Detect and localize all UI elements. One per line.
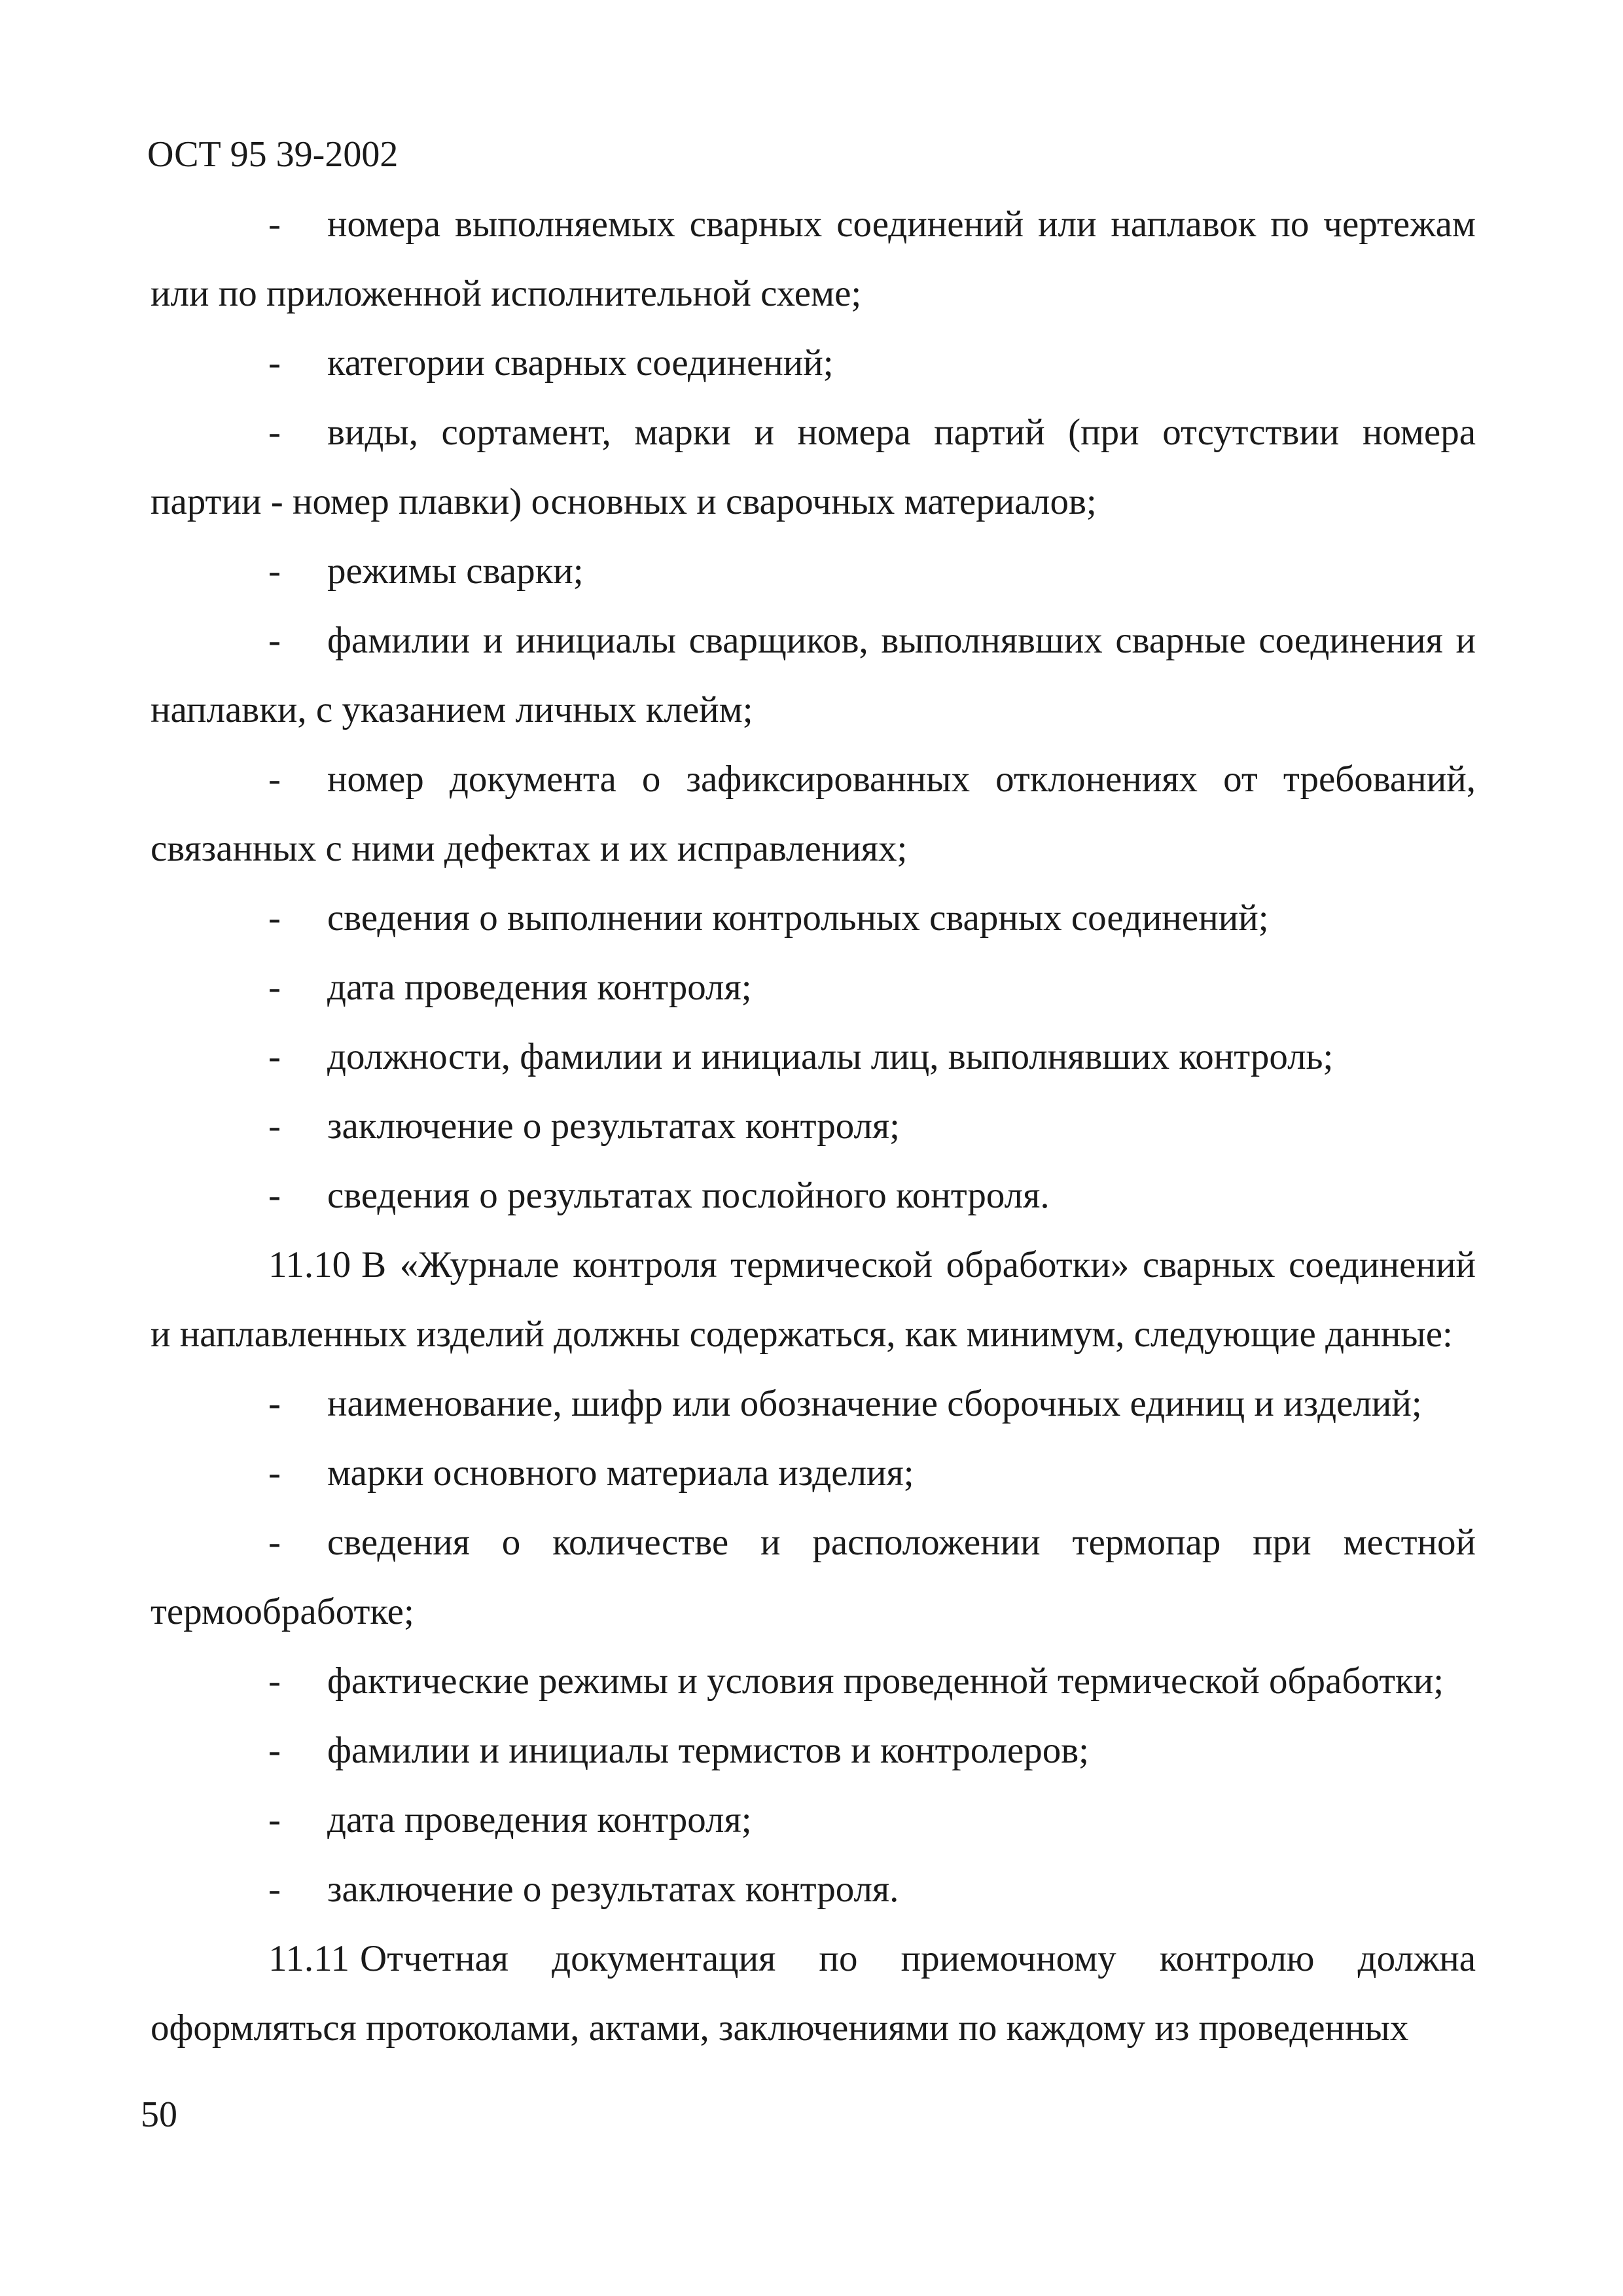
list-dash: - xyxy=(268,1452,281,1494)
list-item xyxy=(151,1508,1476,1647)
list-dash: - xyxy=(268,550,281,592)
page-body xyxy=(151,190,1476,2063)
list-item-text: фамилии и инициалы термистов и контролеров; xyxy=(327,1730,1090,1771)
list-dash: - xyxy=(268,342,281,384)
list-dash: - xyxy=(268,1799,281,1840)
list-dash: - xyxy=(268,1730,281,1771)
list-item-text: заключение о результатах контроля. xyxy=(327,1869,899,1910)
list-dash: - xyxy=(268,967,281,1008)
list-item-text: дата проведения контроля; xyxy=(327,967,752,1008)
list-item xyxy=(151,1022,1476,1092)
list-dash: - xyxy=(268,620,281,661)
list-item-text: виды, сортамент, марки и номера партий (при отсутствии номера партии - номер плавки) основных и сварочных материалов; xyxy=(151,412,1476,522)
list-item xyxy=(151,606,1476,745)
list-dash: - xyxy=(268,1175,281,1216)
list-item xyxy=(151,1785,1476,1855)
list-item xyxy=(151,1161,1476,1230)
clause-text: Отчетная документация по приемочному контролю должна оформляться протоколами, актами, заключениями по каждому из проведенных xyxy=(151,1938,1476,2049)
list-item xyxy=(151,398,1476,537)
list-item xyxy=(151,329,1476,398)
list-dash: - xyxy=(268,1105,281,1147)
list-item-text: категории сварных соединений; xyxy=(327,342,834,384)
list-item xyxy=(151,953,1476,1022)
list-item-text: номер документа о зафиксированных отклонениях от требований, связанных с ними дефектах и их исправлениях; xyxy=(151,759,1476,869)
list-dash: - xyxy=(268,1869,281,1910)
clause-text: В «Журнале контроля термической обработки» сварных соединений и наплавленных изделий должны содержаться, как минимум, следующие данные: xyxy=(151,1244,1476,1355)
list-item-text: режимы сварки; xyxy=(327,550,584,592)
list-item xyxy=(151,1855,1476,1924)
list-item xyxy=(151,1439,1476,1508)
list-item xyxy=(151,745,1476,884)
list-dash: - xyxy=(268,1660,281,1702)
list-item-text: дата проведения контроля; xyxy=(327,1799,752,1840)
list-item xyxy=(151,1716,1476,1785)
list-item xyxy=(151,1092,1476,1161)
list-item xyxy=(151,1647,1476,1716)
list-item xyxy=(151,190,1476,329)
list-item xyxy=(151,1369,1476,1439)
page-number: 50 xyxy=(141,2094,177,2135)
standard-code-header: ОСТ 95 39-2002 xyxy=(147,134,399,175)
list-dash: - xyxy=(268,1036,281,1077)
list-item-text: фамилии и инициалы сварщиков, выполнявших сварные соединения и наплавки, с указанием личных клейм; xyxy=(151,620,1476,730)
list-item-text: сведения о количестве и расположении термопар при местной термообработке; xyxy=(151,1522,1476,1632)
list-dash: - xyxy=(268,759,281,800)
clause-11-10 xyxy=(151,1230,1476,1369)
list-dash: - xyxy=(268,412,281,453)
list-item-text: номера выполняемых сварных соединений или наплавок по чертежам или по приложенной исполнительной схеме; xyxy=(151,204,1476,314)
clause-number: 11.11 xyxy=(268,1938,350,1979)
heat-treatment-data-list xyxy=(151,1369,1476,1924)
list-item-text: наименование, шифр или обозначение сборочных единиц и изделий; xyxy=(327,1383,1422,1424)
clause-11-11 xyxy=(151,1924,1476,2063)
recorded-data-list xyxy=(151,190,1476,1230)
list-item-text: фактические режимы и условия проведенной термической обработки; xyxy=(327,1660,1444,1702)
clause-number: 11.10 xyxy=(268,1244,351,1285)
list-item-text: должности, фамилии и инициалы лиц, выполнявших контроль; xyxy=(327,1036,1334,1077)
list-dash: - xyxy=(268,897,281,939)
list-item-text: сведения о результатах послойного контроля. xyxy=(327,1175,1050,1216)
list-item-text: марки основного материала изделия; xyxy=(327,1452,914,1494)
list-dash: - xyxy=(268,204,281,245)
list-item-text: сведения о выполнении контрольных сварных соединений; xyxy=(327,897,1269,939)
list-item xyxy=(151,537,1476,606)
list-dash: - xyxy=(268,1383,281,1424)
list-dash: - xyxy=(268,1522,281,1563)
list-item-text: заключение о результатах контроля; xyxy=(327,1105,900,1147)
list-item xyxy=(151,884,1476,953)
